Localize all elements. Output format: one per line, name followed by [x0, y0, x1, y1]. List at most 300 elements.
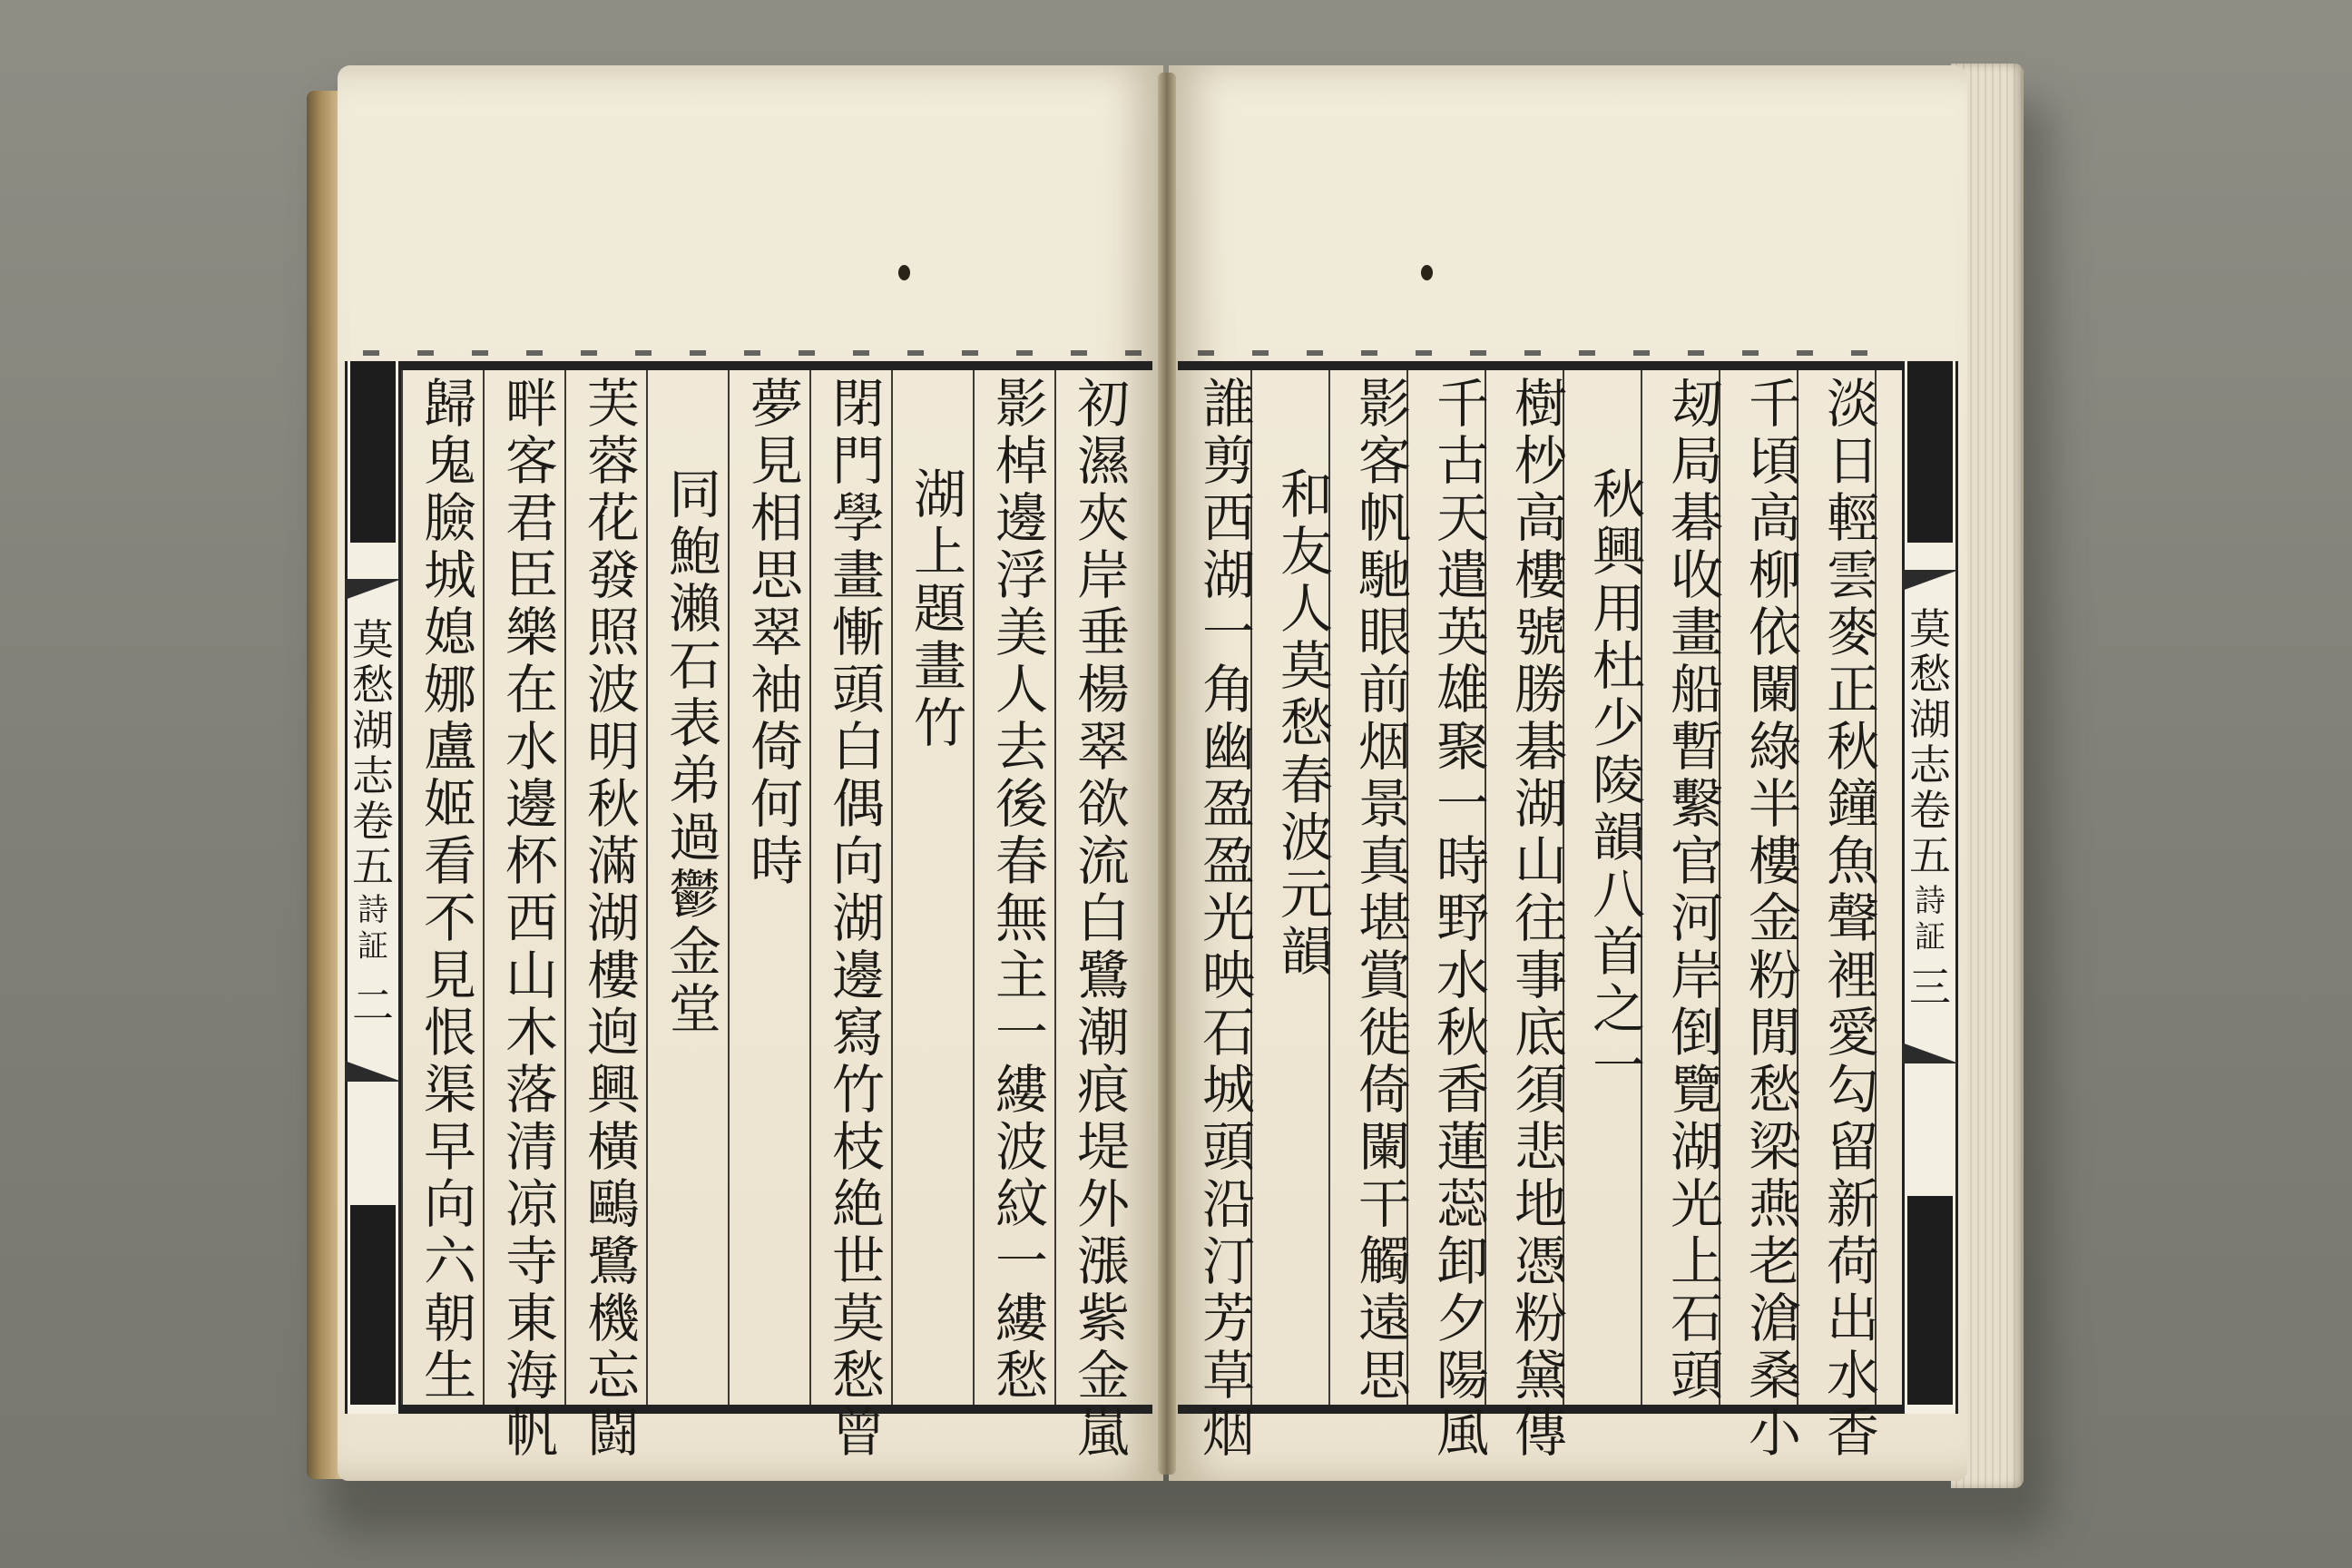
glyph: 徙 [1357, 1002, 1411, 1063]
glyph: 往 [1514, 887, 1567, 949]
right-col-1 [1746, 373, 1804, 1464]
glyph: 燕 [1748, 1173, 1801, 1235]
glyph: 干 [1357, 1173, 1411, 1235]
glyph: 高 [1514, 487, 1567, 549]
glyph: 莫 [1909, 604, 1951, 653]
glyph: 在 [505, 659, 558, 720]
glyph: 野 [1436, 887, 1489, 949]
glyph: 莫 [831, 1288, 885, 1349]
glyph: 前 [1357, 659, 1411, 720]
glyph: 岸 [1076, 544, 1130, 606]
glyph: 君 [505, 487, 558, 549]
glyph: 過 [668, 807, 721, 868]
glyph: 事 [1514, 945, 1567, 1006]
glyph: 潮 [1076, 1002, 1130, 1063]
glyph: 紋 [995, 1173, 1048, 1235]
glyph: 姬 [423, 773, 476, 835]
glyph: 半 [1748, 773, 1801, 835]
glyph: 愁 [995, 1345, 1048, 1406]
glyph: 闌 [1357, 1116, 1411, 1178]
glyph: 梁 [1748, 1116, 1801, 1178]
glyph: 悲 [1514, 1116, 1567, 1178]
glyph: 翠 [750, 602, 803, 663]
glyph: 畫 [913, 635, 966, 697]
glyph: 盈 [1201, 773, 1255, 835]
glyph: 杜 [1592, 635, 1645, 697]
glyph: 弟 [668, 750, 721, 811]
glyph: 小 [1748, 1402, 1801, 1464]
glyph: 同 [668, 464, 721, 525]
glyph: 思 [1357, 1345, 1411, 1406]
binding-hole-right [1421, 265, 1433, 280]
glyph: 蓮 [1436, 1116, 1489, 1178]
glyph: 勝 [1514, 659, 1567, 720]
glyph: 城 [1201, 1059, 1255, 1121]
glyph: 湖 [1670, 1116, 1723, 1178]
glyph: 用 [1592, 578, 1645, 640]
glyph: 一 [1436, 773, 1489, 835]
glyph: 早 [423, 1116, 476, 1178]
glyph: 鷺 [586, 1230, 640, 1292]
glyph: 刼 [1670, 373, 1723, 435]
left-col-1 [993, 373, 1051, 1406]
glyph: 初 [1076, 373, 1130, 435]
glyph: 瀨 [668, 578, 721, 640]
left-band-folio [348, 983, 398, 1028]
glyph: 韻 [1279, 921, 1333, 983]
glyph: 堪 [1357, 887, 1411, 949]
glyph: 寫 [831, 1002, 885, 1063]
glyph: 勾 [1826, 1059, 1879, 1121]
glyph: 朝 [423, 1288, 476, 1349]
glyph: 題 [913, 578, 966, 640]
glyph: 黛 [1514, 1345, 1567, 1406]
glyph: 之 [1592, 978, 1645, 1040]
right-page-center-band [1902, 361, 1958, 1414]
glyph: 外 [1076, 1173, 1130, 1235]
glyph: 縷 [995, 1288, 1048, 1349]
glyph: 盧 [423, 716, 476, 778]
glyph: 世 [831, 1230, 885, 1292]
glyph: 看 [423, 830, 476, 892]
right-col-2 [1668, 373, 1726, 1406]
glyph: 石 [1670, 1288, 1723, 1349]
glyph: 馳 [1357, 544, 1411, 606]
glyph: 依 [1748, 602, 1801, 663]
glyph: 湖 [1514, 773, 1567, 835]
glyph: 山 [505, 945, 558, 1006]
glyph: 傳 [1514, 1402, 1567, 1464]
glyph: 碁 [1514, 716, 1567, 778]
glyph: 陵 [1592, 750, 1645, 811]
glyph: 鷺 [1076, 945, 1130, 1006]
glyph: 發 [586, 544, 640, 606]
glyph: 真 [1357, 830, 1411, 892]
glyph: 木 [505, 1002, 558, 1063]
glyph: 三 [1909, 963, 1951, 1012]
glyph: 落 [505, 1059, 558, 1121]
glyph: 五 [352, 842, 394, 891]
glyph: 局 [1670, 430, 1723, 492]
glyph: 堂 [668, 978, 721, 1040]
glyph: 金 [1748, 887, 1801, 949]
glyph: 閉 [831, 373, 885, 435]
glyph: 去 [995, 716, 1048, 778]
glyph: 鷗 [586, 1173, 640, 1235]
glyph: 幽 [1201, 716, 1255, 778]
glyph: 愛 [1826, 1002, 1879, 1063]
glyph: 垂 [1076, 602, 1130, 663]
glyph: 見 [750, 430, 803, 492]
glyph: 地 [1514, 1173, 1567, 1235]
glyph: 秋 [1826, 716, 1879, 778]
glyph: 烟 [1357, 716, 1411, 778]
glyph: 逈 [586, 1002, 640, 1063]
glyph: 畔 [505, 373, 558, 435]
glyph: 草 [1201, 1345, 1255, 1406]
glyph: 聚 [1436, 716, 1489, 778]
glyph: 雄 [1436, 659, 1489, 720]
glyph: 湖 [1201, 544, 1255, 606]
glyph: 西 [505, 887, 558, 949]
glyph: 湖 [831, 887, 885, 949]
glyph: 無 [995, 887, 1048, 949]
glyph: 桑 [1748, 1345, 1801, 1406]
glyph: 六 [423, 1230, 476, 1292]
glyph: 蕊 [1436, 1173, 1489, 1235]
glyph: 麥 [1826, 602, 1879, 663]
glyph: 曾 [831, 1402, 885, 1464]
glyph: 帆 [1357, 487, 1411, 549]
right-col-5 [1434, 373, 1492, 1464]
glyph: 汀 [1201, 1230, 1255, 1292]
fishtail-mark-bottom [1902, 1033, 1958, 1063]
glyph: 上 [1670, 1230, 1723, 1292]
glyph: 歸 [423, 373, 476, 435]
glyph: 浮 [995, 544, 1048, 606]
glyph: 恨 [423, 1002, 476, 1063]
glyph: 千 [1436, 373, 1489, 435]
glyph: 東 [505, 1288, 558, 1349]
glyph: 芙 [586, 373, 640, 435]
glyph: 觸 [1357, 1230, 1411, 1292]
right-band-section [1905, 883, 1955, 956]
glyph: 枝 [831, 1116, 885, 1178]
glyph: 出 [1826, 1288, 1879, 1349]
glyph: 袖 [750, 659, 803, 720]
glyph: 鐘 [1826, 773, 1879, 835]
glyph: 縷 [995, 1059, 1048, 1121]
glyph: 頃 [1748, 430, 1801, 492]
glyph: 漲 [1076, 1230, 1130, 1292]
glyph: 沿 [1201, 1173, 1255, 1235]
glyph: 生 [423, 1345, 476, 1406]
glyph: 志 [352, 751, 394, 800]
glyph: 嵐 [1076, 1402, 1130, 1464]
glyph: 明 [586, 716, 640, 778]
glyph: 香 [1436, 1059, 1489, 1121]
glyph: 波 [995, 1116, 1048, 1178]
left-col-4 [748, 373, 806, 892]
glyph: 金 [668, 921, 721, 983]
glyph: 元 [1279, 864, 1333, 926]
glyph: 春 [995, 830, 1048, 892]
glyph: 影 [995, 373, 1048, 435]
glyph: 興 [586, 1059, 640, 1121]
glyph: 倚 [750, 716, 803, 778]
glyph: 寺 [505, 1230, 558, 1292]
glyph: 友 [1279, 521, 1333, 583]
glyph: 遠 [1357, 1288, 1411, 1349]
glyph: 湖 [913, 464, 966, 525]
glyph: 聲 [1826, 887, 1879, 949]
glyph: 高 [1748, 487, 1801, 549]
glyph: 湖 [1909, 695, 1951, 744]
glyph: 秋 [1592, 464, 1645, 525]
glyph: 頭 [1201, 1116, 1255, 1178]
glyph: 山 [1514, 830, 1567, 892]
glyph: 臉 [423, 487, 476, 549]
glyph: 收 [1670, 544, 1723, 606]
glyph: 西 [1201, 487, 1255, 549]
glyph: 翠 [1076, 716, 1130, 778]
glyph: 莫 [1279, 635, 1333, 697]
right-col-4 [1512, 373, 1570, 1464]
glyph: 船 [1670, 659, 1723, 720]
binding-hole-left [898, 265, 910, 280]
glyph: 八 [1592, 864, 1645, 926]
glyph: 証 [1915, 919, 1945, 956]
glyph: 風 [1436, 1402, 1489, 1464]
glyph: 遣 [1436, 544, 1489, 606]
glyph: 杪 [1514, 430, 1567, 492]
left-col-8 [421, 373, 479, 1406]
glyph: 秋 [586, 773, 640, 835]
glyph: 閒 [1748, 1002, 1801, 1063]
glyph: 表 [668, 692, 721, 754]
book-gutter [1158, 73, 1176, 1475]
glyph: 河 [1670, 887, 1723, 949]
glyph: 卷 [352, 797, 394, 846]
glyph: 暫 [1670, 716, 1723, 778]
glyph: 底 [1514, 1002, 1567, 1063]
fishtail-mark-top [345, 579, 401, 610]
glyph: 城 [423, 544, 476, 606]
glyph: 白 [1076, 887, 1130, 949]
glyph: 濕 [1076, 430, 1130, 492]
glyph: 一 [1592, 1035, 1645, 1097]
glyph: 欲 [1076, 773, 1130, 835]
glyph: 鬼 [423, 430, 476, 492]
glyph: 春 [1279, 750, 1333, 811]
glyph: 主 [995, 945, 1048, 1006]
glyph: 臣 [505, 544, 558, 606]
glyph: 碁 [1670, 487, 1723, 549]
right-col-8 [1200, 373, 1258, 1464]
glyph: 波 [1279, 807, 1333, 868]
glyph: 倒 [1670, 1002, 1723, 1063]
glyph: 和 [1279, 464, 1333, 525]
glyph: 夾 [1076, 487, 1130, 549]
glyph: 荷 [1826, 1230, 1879, 1292]
left-col-2 [911, 376, 969, 752]
glyph: 夢 [750, 373, 803, 435]
glyph: 石 [668, 635, 721, 697]
glyph: 流 [1076, 830, 1130, 892]
glyph: 愁 [1279, 692, 1333, 754]
glyph: 邊 [505, 773, 558, 835]
glyph: 絶 [831, 1173, 885, 1235]
glyph: 不 [423, 887, 476, 949]
glyph: 何 [750, 773, 803, 835]
glyph: 思 [750, 544, 803, 606]
glyph: 客 [1357, 430, 1411, 492]
glyph: 二 [352, 981, 394, 1030]
right-col-7 [1278, 376, 1336, 981]
glyph: 水 [1826, 1345, 1879, 1406]
glyph: 白 [831, 716, 885, 778]
glyph: 畫 [831, 544, 885, 606]
glyph: 蓉 [586, 430, 640, 492]
glyph: 正 [1826, 659, 1879, 720]
glyph: 門 [831, 430, 885, 492]
glyph: 角 [1201, 659, 1255, 720]
glyph: 輕 [1826, 487, 1879, 549]
glyph: 凉 [505, 1173, 558, 1235]
glyph: 一 [1201, 602, 1255, 663]
glyph: 映 [1201, 945, 1255, 1006]
glyph: 一 [995, 1230, 1048, 1292]
glyph: 一 [995, 1002, 1048, 1063]
glyph: 千 [1748, 373, 1801, 435]
glyph: 偶 [831, 773, 885, 835]
glyph: 憑 [1514, 1230, 1567, 1292]
glyph: 光 [1670, 1173, 1723, 1235]
left-col-0 [1074, 373, 1132, 1464]
glyph: 畫 [1670, 602, 1723, 663]
glyph: 古 [1436, 430, 1489, 492]
left-page-center-band [345, 361, 401, 1414]
glyph: 渠 [423, 1059, 476, 1121]
glyph: 忘 [586, 1345, 640, 1406]
glyph: 滄 [1748, 1288, 1801, 1349]
glyph: 少 [1592, 692, 1645, 754]
glyph: 水 [505, 716, 558, 778]
glyph: 頭 [1670, 1345, 1723, 1406]
glyph: 人 [995, 659, 1048, 720]
glyph: 英 [1436, 602, 1489, 663]
glyph: 向 [831, 830, 885, 892]
left-col-7 [503, 373, 561, 1464]
right-col-0 [1824, 373, 1882, 1464]
glyph: 盈 [1201, 830, 1255, 892]
glyph: 卸 [1436, 1230, 1489, 1292]
glyph: 金 [1076, 1345, 1130, 1406]
glyph: 眼 [1357, 602, 1411, 663]
glyph: 美 [995, 602, 1048, 663]
glyph: 海 [505, 1345, 558, 1406]
glyph: 愁 [1748, 1059, 1801, 1121]
glyph: 堤 [1076, 1116, 1130, 1178]
glyph: 香 [1826, 1402, 1879, 1464]
glyph: 賞 [1357, 945, 1411, 1006]
glyph: 媳 [423, 602, 476, 663]
glyph: 水 [1436, 945, 1489, 1006]
glyph: 機 [586, 1288, 640, 1349]
glyph: 芳 [1201, 1288, 1255, 1349]
glyph: 杯 [505, 830, 558, 892]
glyph: 留 [1826, 1116, 1879, 1178]
glyph: 人 [1279, 578, 1333, 640]
top-ticks-left [363, 350, 1143, 356]
glyph: 鬱 [668, 864, 721, 926]
fishtail-mark-top [1902, 570, 1958, 601]
glyph: 陽 [1436, 1345, 1489, 1406]
glyph: 樂 [505, 602, 558, 663]
glyph: 愁 [352, 661, 394, 710]
glyph: 波 [586, 659, 640, 720]
glyph: 慚 [831, 602, 885, 663]
glyph: 闘 [586, 1402, 640, 1464]
glyph: 邊 [995, 487, 1048, 549]
glyph: 竹 [913, 692, 966, 754]
glyph: 天 [1436, 487, 1489, 549]
left-col-5 [666, 376, 724, 1038]
left-col-6 [584, 373, 642, 1464]
glyph: 雲 [1826, 544, 1879, 606]
glyph: 棹 [995, 430, 1048, 492]
glyph: 邊 [831, 945, 885, 1006]
glyph: 須 [1514, 1059, 1567, 1121]
glyph: 樓 [586, 945, 640, 1006]
glyph: 湖 [586, 887, 640, 949]
glyph: 岸 [1670, 945, 1723, 1006]
glyph: 號 [1514, 602, 1567, 663]
glyph: 粉 [1514, 1288, 1567, 1349]
glyph: 樹 [1514, 373, 1567, 435]
glyph: 娜 [423, 659, 476, 720]
glyph: 志 [1909, 740, 1951, 789]
left-col-3 [829, 373, 887, 1464]
glyph: 粉 [1748, 945, 1801, 1006]
glyph: 頭 [831, 659, 885, 720]
right-col-3 [1590, 376, 1648, 1095]
glyph: 愁 [1909, 650, 1951, 699]
glyph: 花 [586, 487, 640, 549]
glyph: 見 [423, 945, 476, 1006]
glyph: 柳 [1748, 544, 1801, 606]
glyph: 上 [913, 521, 966, 583]
glyph: 滿 [586, 830, 640, 892]
glyph: 烟 [1201, 1402, 1255, 1464]
glyph: 紫 [1076, 1288, 1130, 1349]
glyph: 首 [1592, 921, 1645, 983]
glyph: 新 [1826, 1173, 1879, 1235]
glyph: 照 [586, 602, 640, 663]
glyph: 綠 [1748, 716, 1801, 778]
glyph: 秋 [1436, 1002, 1489, 1063]
glyph: 向 [423, 1173, 476, 1235]
glyph: 詩 [358, 892, 388, 928]
glyph: 學 [831, 487, 885, 549]
glyph: 官 [1670, 830, 1723, 892]
top-ticks-right [1198, 350, 1906, 356]
glyph: 卷 [1909, 786, 1951, 835]
glyph: 五 [1909, 831, 1951, 880]
glyph: 時 [750, 830, 803, 892]
glyph: 闌 [1748, 659, 1801, 720]
glyph: 時 [1436, 830, 1489, 892]
